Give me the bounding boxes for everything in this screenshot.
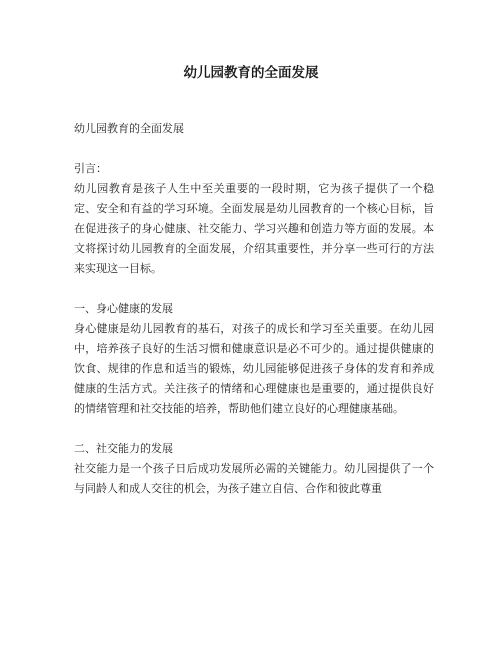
- document-body: [74, 119, 434, 499]
- document-subtitle: 幼儿园教育的全面发展: [74, 122, 184, 135]
- section-paragraph-health: 身心健康是幼儿园教育的基石，对孩子的成长和学习至关重要。在幼儿园中，培养孩子良好的生活习惯和健康意识是必不可少的。通过提供健康的饮食、规律的作息和适当的锻炼，幼儿园能够促进孩子身体的发育和养成健康的生活方式。关注孩子的情绪和心理健康也是重要的，通过提供良好的情绪管理和社交技能的培养，帮助他们建立良好的心理健康基础。: [74, 322, 434, 415]
- intro-paragraph: 幼儿园教育是孩子人生中至关重要的一段时期，它为孩子提供了一个稳定、安全和有益的学习环境。全面发展是幼儿园教育的一个核心目标，旨在促进孩子的身心健康、社交能力、学习兴趣和创造力等方面的发展。本文将探讨幼儿园教育的全面发展，介绍其重要性，并分享一些可行的方法来实现这一目标。: [74, 182, 434, 275]
- section-heading-health: 一、身心健康的发展: [74, 302, 173, 315]
- section-paragraph-social: 社交能力是一个孩子日后成功发展所必需的关键能力。幼儿园提供了一个与同龄人和成人交往的机会，为孩子建立自信、合作和彼此尊重: [74, 462, 434, 495]
- intro-heading: 引言：: [74, 162, 107, 175]
- section-heading-social: 二、社交能力的发展: [74, 442, 173, 455]
- document-title: 幼儿园教育的全面发展: [183, 65, 319, 81]
